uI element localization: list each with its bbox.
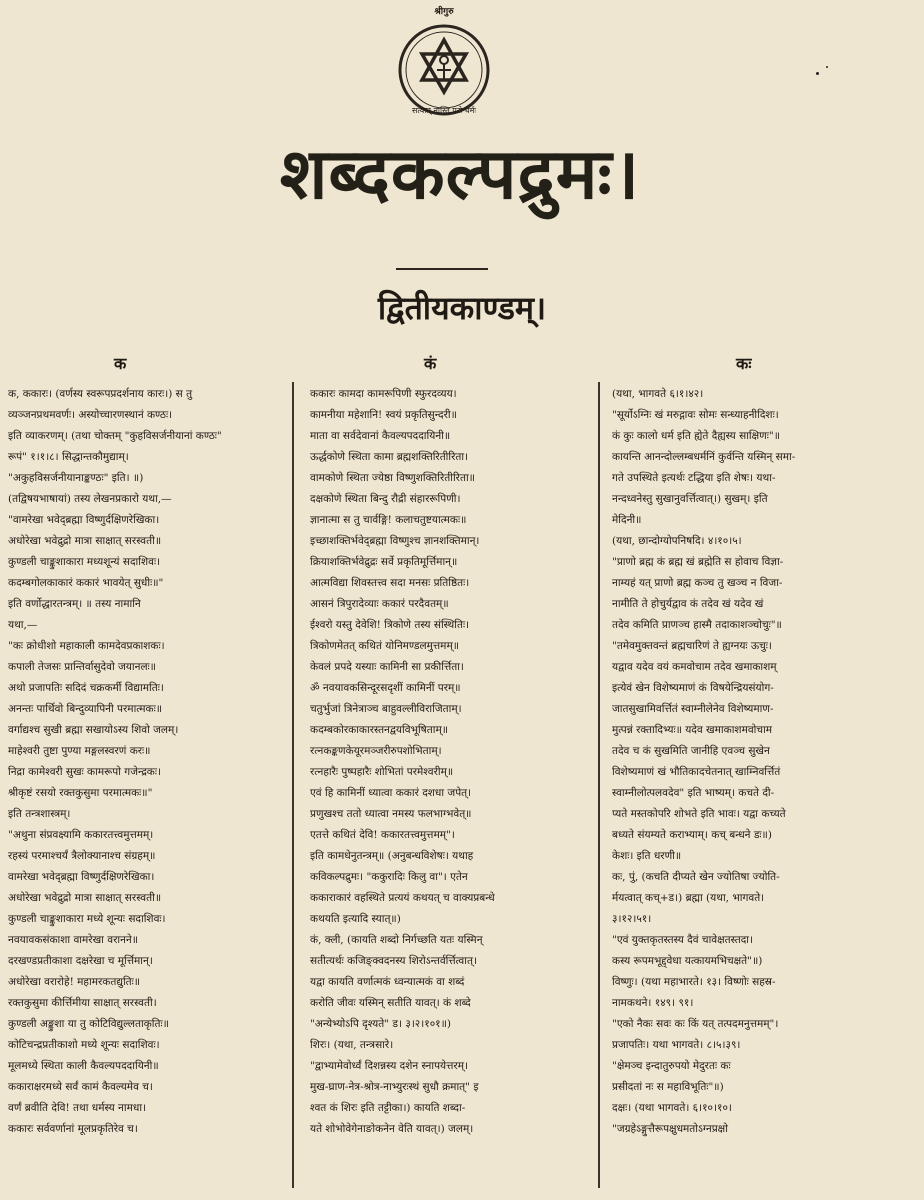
emblem-mark-text: श्रीगुरु <box>434 7 454 17</box>
text-line: दक्षः। (यथा भागवते। ६।१०।१०। <box>612 1102 732 1114</box>
text-line: रत्नहारैः पुष्पहारैः शोभितां परमेश्वरीम्॥ <box>310 766 454 778</box>
column-1-heading: क <box>114 354 127 373</box>
text-line: (यथा, छान्दोग्योपनिषदि। ४।१०।५। <box>612 535 742 547</box>
text-line: कुण्डली अङ्कुशा या तु कोटिविद्युल्लताकृतिः॥ <box>8 1018 169 1030</box>
text-line: दरखण्डप्रतीकाशा दक्षरेखा च मूर्त्तिमान्। <box>8 955 153 967</box>
ink-speck <box>826 66 828 68</box>
text-line: कोटिचन्द्रप्रतीकाशो मध्ये शून्यः सदाशिवः। <box>8 1039 160 1051</box>
text-line: यद्वा कायति वर्णात्मकं ध्वन्यात्मकं वा शब्दं <box>310 976 465 988</box>
text-line: दक्षकोणे स्थिता बिन्दु रौद्री संहाररूपिणी। <box>310 493 461 505</box>
text-line: अथो प्रजापतिः सदिदं चक्रकर्मी विद्यामतिः। <box>8 682 164 694</box>
text-line: ॐ नवयावकसिन्दूरसदृशीं कामिनीं परम्॥ <box>310 682 461 694</box>
text-line: केशः। इति धरणी॥ <box>612 850 682 862</box>
text-line: माता वा सर्वदेवानां कैवल्यपददायिनी॥ <box>310 430 451 442</box>
text-line: त्रिकोणमेतत् कथितं योनिमण्डलमुत्तमम्॥ <box>310 640 460 652</box>
text-column-2 <box>310 384 588 1192</box>
text-line: रूपं" १।१।८। सिद्धान्तकौमुद्याम्। <box>8 451 129 463</box>
text-line: कामनीया महेशानि! स्वयं प्रकृतिसुन्दरी॥ <box>310 409 457 421</box>
text-line: "अकुहविसर्जनीयानाङ्कण्ठः" इति। ॥) <box>8 472 144 484</box>
text-line: "प्राणो ब्रह्म कं ब्रह्म खं ब्रह्मेति स होवाच विज्ञा- <box>612 556 784 568</box>
text-line: अनन्तः पार्थिवो बिन्दुव्यापिनी परमात्मकः॥ <box>8 703 162 715</box>
text-line: "द्वाभ्यामेवोर्ध्वं दिशन्नस्य दशेन स्नापयेत्तरम्। <box>310 1060 468 1072</box>
text-line: प्रणुखश्च ततो ध्यात्वा नमस्य फलभाग्भवेत्॥ <box>310 808 472 820</box>
text-line: "अथुना संप्रवक्ष्यामि ककारतत्त्वमुत्तमम्। <box>8 829 154 841</box>
text-line: बध्यते संयम्यते कराभ्याम्। कच् बन्धने डः॥) <box>612 829 772 841</box>
text-line: र्मयत्वात् कच्+ड।) ब्रह्मा (यथा, भागवते। <box>612 892 765 904</box>
text-line: मुत्पन्नं रक्तादिभ्यः॥ यदेव खमाकाशमवोचाम <box>612 724 773 736</box>
text-column-3 <box>612 384 920 1192</box>
text-column-1 <box>8 384 280 1192</box>
text-line: कुण्डली चाङ्कुशाकारा मध्ये शून्यः सदाशिवः। <box>8 913 166 925</box>
text-line: कायन्ति आनन्दोल्लम्बधर्मनिं कुर्वन्ति यस्मिन् समा- <box>612 451 796 463</box>
ink-speck <box>816 72 819 75</box>
text-line: शिरः। (यथा, तन्त्रसारे। <box>310 1039 394 1051</box>
text-line: ऊर्द्धकोणे स्थिता कामा ब्रह्मशक्तिरितीरिता। <box>310 451 469 463</box>
text-line: नामीति ते होचुर्यद्वाव कं तदेव खं यदेव खं <box>612 598 764 610</box>
text-line: जातसुखामिवर्त्तितं स्वाम्नीलेनेव विशेष्यमाण- <box>612 703 774 715</box>
text-line: कविकल्पद्रुमः। "ककुरादिः किलु वा"। एतेन <box>310 871 468 883</box>
text-line: कं कुः कालो धर्म इति ह्येते दैह्यस्य साक्षिणः"॥ <box>612 430 780 442</box>
column-divider <box>292 382 294 1188</box>
text-line: इति कामधेनुतन्त्रम्॥ (अनुबन्धविशेषः। यथाह <box>310 850 474 862</box>
text-line: अधोरेखा भवेद्रुद्रो मात्रा साक्षात् सरस्वती॥ <box>8 892 162 904</box>
text-line: इच्छाशक्तिर्भवेद्ब्रह्मा विष्णुश्च ज्ञानशक्तिमान्। <box>310 535 480 547</box>
text-line: श्वत कं शिरः इति तट्टीका।) कायति शब्दा- <box>310 1102 466 1114</box>
text-line: मेदिनी॥ <box>612 514 642 526</box>
text-line: यथा,— <box>8 619 38 631</box>
page-title: शब्दकल्पद्रुमः। <box>279 132 641 215</box>
text-line: आसनं त्रिपुरादेव्याः ककारं परदैवतम्॥ <box>310 598 449 610</box>
text-line: एतत्ते कथितं देवि! ककारतत्त्वमुत्तमम्"। <box>310 829 455 841</box>
column-2-heading: कं <box>424 354 437 373</box>
emblem-seal <box>388 7 500 122</box>
text-line: (यथा, भागवते ६।१।४२। <box>612 388 704 400</box>
text-line: इति वर्णोद्धारतन्त्रम्। ॥ तस्य नामानि <box>8 598 141 610</box>
text-line: "एको नैकः सवः कः किं यत् तत्पदमनुत्तमम्"। <box>612 1018 779 1030</box>
text-line: क्रियाशक्तिर्भवेद्रुद्रः सर्वे प्रकृतिमूर्त्तिमान्॥ <box>310 556 458 568</box>
text-line: यते शोभोवेगेनाङोकनेन वेति यावत्।) जलम्। <box>310 1123 474 1135</box>
text-line: अधोरेखा वरारोहे! महामरकतद्युतिः॥ <box>8 976 141 988</box>
text-line: तदेव च कं सुखमिति जानीहि एवञ्च सुखेन <box>612 745 770 757</box>
text-line: "एवं युक्तकृतस्तस्य दैवं चावेक्षतस्तदा। <box>612 934 753 946</box>
text-line: सतीत्यर्थः कजिङ्क्वदनस्य शिरोऽन्तर्वर्त्तित्वात्। <box>310 955 477 967</box>
text-line: "क्षेमञ्च इन्दातुरुपयो मेदुरतः कः <box>612 1060 731 1072</box>
text-line: कुण्डली चाङ्कुशाकारा मध्यशून्यं सदाशिवः। <box>8 556 161 568</box>
text-line: (तद्विषयभाषायां) तस्य लेखनप्रकारो यथा,— <box>8 493 172 505</box>
text-line: नामकथने। १४९। ९१। <box>612 997 694 1009</box>
text-line: ककारः कामदा कामरूपिणी स्फुरदव्यय। <box>310 388 457 400</box>
text-line: विशेष्यमाणं खं भौतिकादचेतनात् खाम्निवर्त्तितं <box>612 766 781 778</box>
text-line: इति व्याकरणम्। (तथा चोक्तम् "कुहविसर्जनीयानां कण्ठः" <box>8 430 222 442</box>
text-line: "तमेवमुक्तवन्तं ब्रह्मचारिणं ते ह्यग्नयः ऊचुः। <box>612 640 772 652</box>
text-line: इति तन्त्रशास्त्रम्। <box>8 808 71 820</box>
text-line: नवयावकसंकाशा वामरेखा वरानने॥ <box>8 934 139 946</box>
text-line: वर्गाद्यश्च सुखी ब्रह्मा सखायोऽस्य शिवो जलम्। <box>8 724 179 736</box>
text-line: ईश्वरो यस्तु देवेशि! त्रिकोणे तस्य संस्थितिः। <box>310 619 470 631</box>
text-line: "जग्रहेऽङ्गुत्तैरूपक्षुधमतोऽग्नप्रक्षो <box>612 1123 728 1135</box>
text-line: माहेश्वरी तुष्टा पुण्या मङ्गलस्वरणं करः॥ <box>8 745 151 757</box>
text-line: प्रजापतिः। यथा भागवते। ८।५।३९। <box>612 1039 741 1051</box>
text-line: कदम्बगोलकाकारं ककारं भावयेत् सुधीः॥" <box>8 577 164 589</box>
text-line: ज्ञानात्मा स तु चार्वङ्गि! कलाचतुष्टयात्मकः॥ <box>310 514 467 526</box>
text-line: वामरेखा भवेद्ब्रह्मा विष्णुर्दक्षिणरेखिका। <box>8 871 155 883</box>
text-line: कः, पुं, (कचति दीप्यते खेन ज्योतिषा ज्योति- <box>612 871 780 883</box>
section-subtitle: द्वितीयकाण्डम्। <box>377 289 547 327</box>
text-line: श्रीकृष्टं रसयो रक्तकुसुमा परमात्मकः॥" <box>8 787 153 799</box>
text-line: "कः क्रोधीशो महाकाली कामदेवप्रकाशकः। <box>8 640 165 652</box>
text-line: कं, क्ली, (कायति शब्दो निर्गच्छति यतः यस्मिन् <box>310 934 483 946</box>
text-line: रक्तकुसुमा कीर्त्तिमीया साक्षात् सरस्वती। <box>8 997 157 1009</box>
text-line: इत्येवं खेन विशेष्यमाणं कं विषयेन्द्रियसंयोग- <box>612 682 774 694</box>
text-line: ३।१२।५१। <box>612 913 652 925</box>
text-line: गते उपस्थिते इत्यर्थः टद्धिया इति शेषः। यथा- <box>612 472 776 484</box>
text-line: एवं हि कामिनीं ध्यात्वा ककारं दशधा जपेत्। <box>310 787 472 799</box>
text-line: "अन्येभ्योऽपि दृश्यते" ड। ३।२।१०१॥) <box>310 1018 452 1030</box>
text-line: चतुर्भुजां त्रिनेत्राञ्च बाहुवल्लीविराजिताम्। <box>310 703 462 715</box>
text-line: कस्य रूपमभूद्द्वेधा यत्कायमभिचक्षते"॥) <box>612 955 763 967</box>
text-line: तदेव कमिति प्राणञ्च हास्मै तदाकाशञ्चोचुः"॥ <box>612 619 782 631</box>
text-line: वर्णं ब्रवीति देवि! तथा धर्मस्य नामधा। <box>8 1102 147 1114</box>
text-line: निद्रा कामेश्वरी सुखः कामरूपो गजेन्द्रकः। <box>8 766 161 778</box>
text-line: कदम्बकोरकाकारस्तनद्वयविभूषिताम्॥ <box>310 724 449 736</box>
text-line: प्रसीदतां नः स महाविभूतिः"॥) <box>612 1081 724 1093</box>
text-line: विष्णुः। (यथा महाभारते। १३। विष्णोः सहस्र- <box>612 976 776 988</box>
text-line: मुख-घ्राण-नेत्र-श्रोत्र-नाभ्युरःस्थं सुधौ क्रमात्" इ <box>310 1081 479 1093</box>
text-line: "सूर्योऽग्निः खं मरुद्गावः सोमः सन्ध्याहनीदिशः। <box>612 409 779 421</box>
text-line: वामकोणे स्थिता ज्येष्ठा विष्णुशक्तिरितीरिता॥ <box>310 472 475 484</box>
text-line: क, ककारः। (वर्णस्य स्वरूपप्रदर्शनाय कारः।) स तु <box>8 388 193 400</box>
text-line: "वामरेखा भवेद्ब्रह्मा विष्णुर्दक्षिणरेखिका। <box>8 514 160 526</box>
text-line: अधोरेखा भवेद्रुद्रो मात्रा साक्षात् सरस्वती॥ <box>8 535 162 547</box>
title-divider <box>396 268 488 270</box>
text-line: स्वाम्नीलोत्पलवदेव" इति भाष्यम्। कचते दी- <box>612 787 775 799</box>
text-line: केवलं प्रपदे यस्याः कामिनी सा प्रकीर्त्तिता। <box>310 661 464 673</box>
text-line: व्यञ्जनप्रथमवर्णः। अस्योच्चारणस्थानं कण्ठः। <box>8 409 173 421</box>
text-line: रत्नकङ्कणकेयूरमञ्जरीरुपशोभिताम्। <box>310 745 442 757</box>
text-line: मूलमध्ये स्थिता काली कैवल्यपददायिनी॥ <box>8 1060 159 1072</box>
text-line: कथयति इत्यादि स्यात्॥) <box>310 913 401 925</box>
text-line: ककाराक्षरमध्ये सर्वं कामं कैवल्यमेव च। <box>8 1081 153 1093</box>
text-line: रहस्यं परमाश्चर्यं त्रैलोक्यानाश्च संग्रहम्॥ <box>8 850 156 862</box>
text-line: यद्वाव यदेव वयं कमवोचाम तदेव खमाकाशम् <box>612 661 777 673</box>
column-divider <box>598 382 600 1188</box>
text-line: नाम्यहं यत् प्राणो ब्रह्म कञ्च तु खञ्च न विजा- <box>612 577 783 589</box>
emblem-motto: सत्यात् नास्ति परो धर्मः <box>411 106 477 115</box>
text-line: ककाराकारं वहस्थिते प्रत्ययं कथयत् च वाक्यप्रबन्धे <box>310 892 495 904</box>
text-line: आत्मविद्या शिवस्तत्त्व सदा मनसः प्रतिष्ठितः। <box>310 577 470 589</box>
text-line: ककारः सर्ववर्णानां मूलप्रकृतिरेव च। <box>8 1123 138 1135</box>
text-line: प्यते मस्तकोपरि शोभते इति भावः। यद्वा कच्यते <box>612 808 786 820</box>
column-3-heading: कः <box>736 354 752 373</box>
text-line: कपाली तेजसः प्रान्तिर्वासुदेवो जयानलः॥ <box>8 661 156 673</box>
text-line: करोति जीवः यस्मिन् सतीति यावत्। कं शब्दे <box>310 997 471 1009</box>
text-line: नन्दध्वनेस्तु सुखानुवर्त्तित्वात्।) सुखम्। इति <box>612 493 768 505</box>
